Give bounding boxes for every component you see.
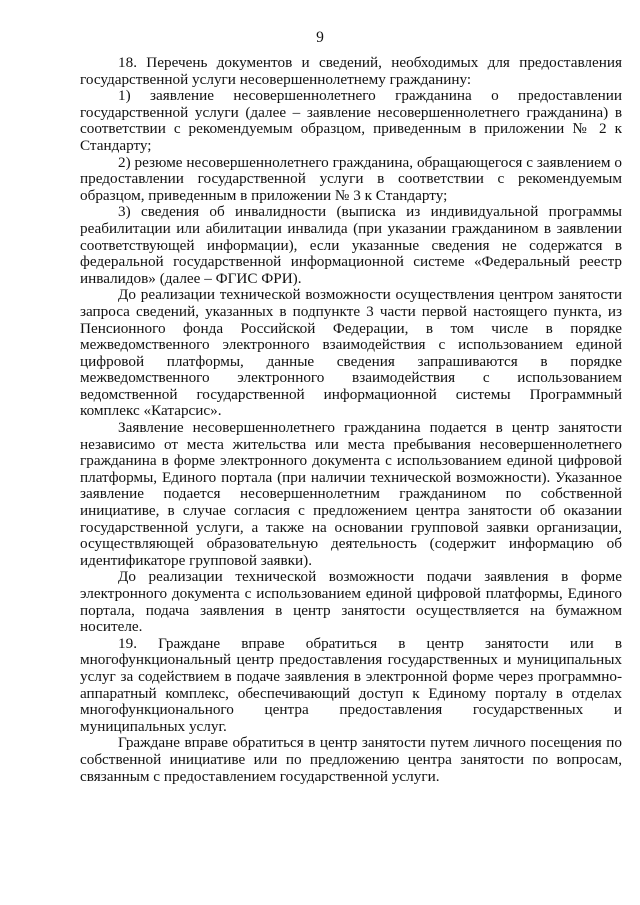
- paragraph-paper-submission: До реализации технической возможности подачи заявления в форме электронного документа с использованием единой цифровой платформы, Единого портала, подача заявления в центр занятости осуществляется на бумажном носителе.: [80, 568, 622, 636]
- page-number: 9: [316, 29, 324, 46]
- paragraph-18-intro: 18. Перечень документов и сведений, необходимых для предоставления государственной услуги несовершеннолетнему гражданину:: [80, 54, 622, 88]
- paragraph-application-submission: Заявление несовершеннолетнего гражданина подается в центр занятости независимо от места жительства или места пребывания несовершеннолетнего гражданина в форме электронного документа с использованием единой цифровой платформы, Единого портала (при наличии технической возможности). Указанное заявление подается несовершеннолетним гражданином по собственной инициативе, в случае согласия с предложением центра занятости об оказании государственной услуги, а также на основании групповой заявки организации, осуществляющей образовательную деятельность (содержит информацию об идентификаторе групповой заявки).: [80, 419, 622, 569]
- paragraph-18-item-2: 2) резюме несовершеннолетнего гражданина, обращающегося с заявлением о предоставлении государственной услуги в соответствии с рекомендуемым образцом, приведенным в приложении № 3 к Стандарту;: [80, 153, 622, 204]
- paragraph-18-item-1: 1) заявление несовершеннолетнего гражданина о предоставлении государственной услуги (далее – заявление несовершеннолетнего гражданина) в соответствии с рекомендуемым образцом, приведенным в приложении № 2 к Стандарту;: [80, 87, 622, 154]
- paragraph-19: 19. Граждане вправе обратиться в центр занятости или в многофункциональный центр предоставления государственных и муниципальных услуг за содействием в подаче заявления в электронной форме через программно-аппаратный комплекс, обеспечивающий доступ к Единому порталу в отделах многофункционального центра предоставления государственных и муниципальных услуг.: [80, 634, 622, 735]
- document-body: [80, 55, 622, 785]
- paragraph-personal-visit: Граждане вправе обратиться в центр занятости путем личного посещения по собственной инициативе или по предложению центра занятости по вопросам, связанным с предоставлением государственной услуги.: [80, 734, 622, 785]
- paragraph-18-item-3: 3) сведения об инвалидности (выписка из индивидуальной программы реабилитации или абилитации инвалида (при указании гражданином в заявлении соответствующей информации), если указанные сведения не содержатся в федеральной государственной информационной системе «Федеральный реестр инвалидов» (далее – ФГИС ФРИ).: [80, 203, 622, 287]
- paragraph-interim-request: До реализации технической возможности осуществления центром занятости запроса сведений, указанных в подпункте 3 части первой настоящего пункта, из Пенсионного фонда Российской Федерации, в том числе в порядке межведомственного электронного взаимодействия с использованием единой цифровой платформы, данные сведения запрашиваются в порядке межведомственного электронного взаимодействия с использованием ведомственной государственной информационной системы Программный комплекс «Катарсис».: [80, 286, 622, 420]
